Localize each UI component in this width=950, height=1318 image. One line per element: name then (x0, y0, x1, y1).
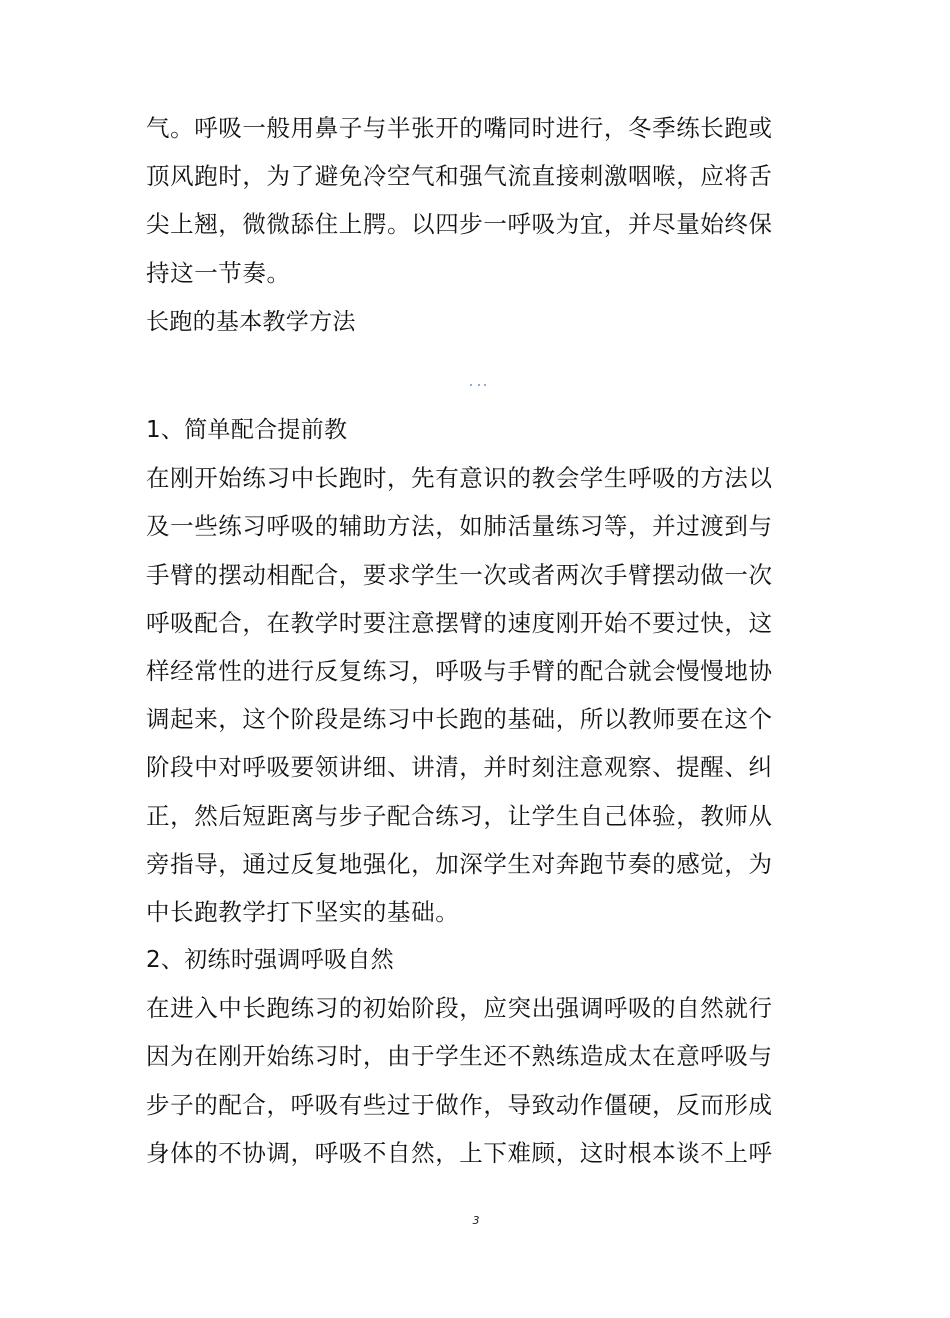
separator-dot (484, 384, 486, 386)
paragraph-line: 阶段中对呼吸要领讲细、讲清，并时刻注意观察、提醒、纠 (146, 753, 773, 782)
item1-heading: 1、简单配合提前教 (146, 417, 348, 443)
paragraph-line: 在进入中长跑练习的初始阶段，应突出强调呼吸的自然就行 (146, 994, 773, 1023)
paragraph-line: 手臂的摆动相配合，要求学生一次或者两次手臂摆动做一次 (146, 560, 773, 589)
separator-dot (478, 384, 480, 386)
item2-paragraph (146, 984, 818, 1177)
paragraph-line: 调起来，这个阶段是练习中长跑的基础，所以教师要在这个 (146, 705, 773, 734)
paragraph-line: 顶风跑时，为了避免冷空气和强气流直接刺激咽喉，应将舌 (146, 162, 773, 191)
paragraph-line: 持这一节奏。 (146, 258, 291, 287)
paragraph-line: 样经常性的进行反复练习，呼吸与手臂的配合就会慢慢地协 (146, 656, 773, 685)
page-number: 3 (472, 1214, 480, 1227)
section-title: 长跑的基本教学方法 (146, 309, 356, 335)
body-sections (146, 406, 818, 1177)
paragraph-line: 及一些练习呼吸的辅助方法，如肺活量练习等，并过渡到与 (146, 512, 773, 541)
paragraph-line: 尖上翘，微微舔住上腭。以四步一呼吸为宜，并尽量始终保 (146, 210, 773, 239)
paragraph-line: 气。呼吸一般用鼻子与半张开的嘴同时进行，冬季练长跑或 (146, 114, 773, 142)
paragraph-line: 在刚开始练习中长跑时，先有意识的教会学生呼吸的方法以 (146, 464, 773, 493)
paragraph-line: 旁指导，通过反复地强化，加深学生对奔跑节奏的感觉，为 (146, 849, 773, 878)
separator-dot (470, 384, 472, 386)
paragraph-line: 正，然后短距离与步子配合练习，让学生自己体验，教师从 (146, 801, 773, 830)
item2-heading: 2、初练时强调呼吸自然 (146, 947, 394, 974)
paragraph-line: 因为在刚开始练习时，由于学生还不熟练造成太在意呼吸与 (146, 1042, 773, 1071)
item1-paragraph (146, 454, 818, 936)
paragraph-line: 步子的配合，呼吸有些过于做作，导致动作僵硬，反而形成 (146, 1090, 773, 1119)
separator-dots (464, 380, 494, 390)
paragraph-line: 呼吸配合，在教学时要注意摆臂的速度刚开始不要过快，这 (146, 608, 773, 637)
top-paragraph (146, 104, 818, 297)
paragraph-line: 身体的不协调，呼吸不自然，上下难顾，这时根本谈不上呼 (146, 1138, 773, 1167)
paragraph-line: 中长跑教学打下坚实的基础。 (146, 897, 460, 926)
